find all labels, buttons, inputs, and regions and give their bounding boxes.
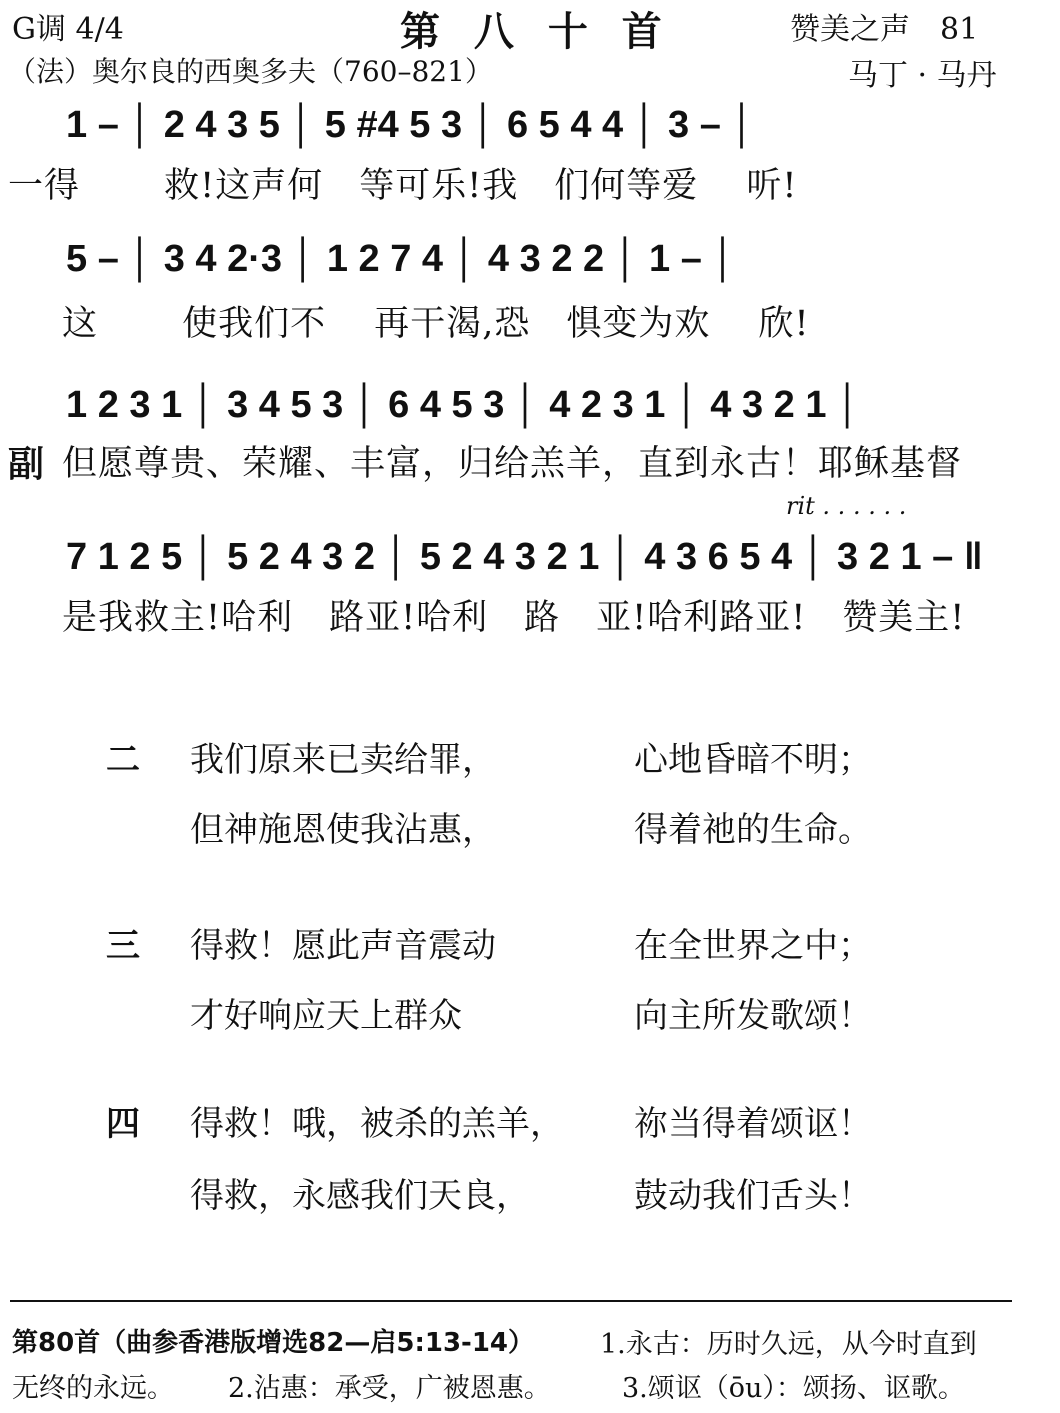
verse-number-4: 四 bbox=[106, 1104, 140, 1144]
key-time-signature: G调 4/4 bbox=[12, 12, 124, 47]
verse-4-line-1-a: 得救！哦，被杀的羔羊， bbox=[190, 1104, 564, 1144]
footnote-1: 1.永古：历时久远，从今时直到 bbox=[600, 1329, 977, 1360]
verse-number-2: 二 bbox=[106, 740, 140, 780]
ritardando-marking: rit . . . . . . bbox=[786, 492, 907, 520]
refrain-mark: 副 bbox=[8, 444, 45, 485]
verse-3-line-1-a: 得救！愿此声音震动 bbox=[190, 926, 496, 966]
verse-2-line-2-a: 但神施恩使我沾惠， bbox=[190, 810, 496, 850]
score-notes-line-1: 1 – │ 2 4 3 5 │ 5 #4 5 3 │ 6 5 4 4 │ 3 – │ bbox=[66, 104, 756, 146]
lyricist: （法）奥尔良的西奥多夫（760–821） bbox=[8, 55, 493, 88]
verse-2-line-1-a: 我们原来已卖给罪， bbox=[190, 740, 496, 780]
verse-4-line-1-b: 祢当得着颂讴！ bbox=[634, 1104, 872, 1144]
composer: 马丁 · 马丹 bbox=[848, 58, 997, 93]
footnote-1-continued: 无终的永远。 bbox=[12, 1373, 174, 1404]
score-lyrics-line-4: 是我救主!哈利 路亚!哈利 路 亚!哈利路亚! 赞美主! bbox=[62, 598, 966, 638]
verse-4-line-2-a: 得救，永感我们天良， bbox=[190, 1176, 530, 1216]
score-notes-line-2: 5 – │ 3 4 2·3 │ 1 2 7 4 │ 4 3 2 2 │ 1 – │ bbox=[66, 238, 737, 280]
score-lyrics-line-1: 一得 救!这声何 等可乐!我 们何等爱 听! bbox=[8, 166, 798, 206]
verse-2-line-1-b: 心地昏暗不明； bbox=[634, 740, 872, 780]
footnote-2: 2.沾惠：承受，广被恩惠。 bbox=[228, 1373, 551, 1404]
score-lyrics-line-2: 这 使我们不 再干渴,恐 惧变为欢 欣! bbox=[62, 304, 810, 344]
score-notes-line-4: 7 1 2 5 │ 5 2 4 3 2 │ 5 2 4 3 2 1 │ 4 3 6 5 4 │ 3 2 1 – ‖ bbox=[66, 536, 983, 578]
footnote-divider bbox=[10, 1300, 1012, 1302]
verse-2-line-2-b: 得着祂的生命。 bbox=[634, 810, 872, 850]
footnote-3: 3.颂讴（ōu）：颂扬、讴歌。 bbox=[622, 1373, 965, 1404]
footnote-reference: 第80首（曲参香港版增选82—启5:13-14） bbox=[12, 1328, 535, 1358]
verse-3-line-2-a: 才好响应天上群众 bbox=[190, 996, 462, 1036]
score-lyrics-line-3: 但愿尊贵、荣耀、丰富，归给羔羊，直到永古！耶稣基督 bbox=[62, 444, 963, 484]
hymnbook-reference: 赞美之声 81 bbox=[790, 12, 979, 47]
hymn-title: 第 八 十 首 bbox=[400, 9, 672, 55]
score-notes-line-3: 1 2 3 1 │ 3 4 5 3 │ 6 4 5 3 │ 4 2 3 1 │ 4 3 2 1 │ bbox=[66, 384, 861, 426]
verse-3-line-2-b: 向主所发歌颂！ bbox=[634, 996, 872, 1036]
verse-number-3: 三 bbox=[106, 926, 140, 966]
verse-3-line-1-b: 在全世界之中； bbox=[634, 926, 872, 966]
verse-4-line-2-b: 鼓动我们舌头！ bbox=[634, 1176, 872, 1216]
